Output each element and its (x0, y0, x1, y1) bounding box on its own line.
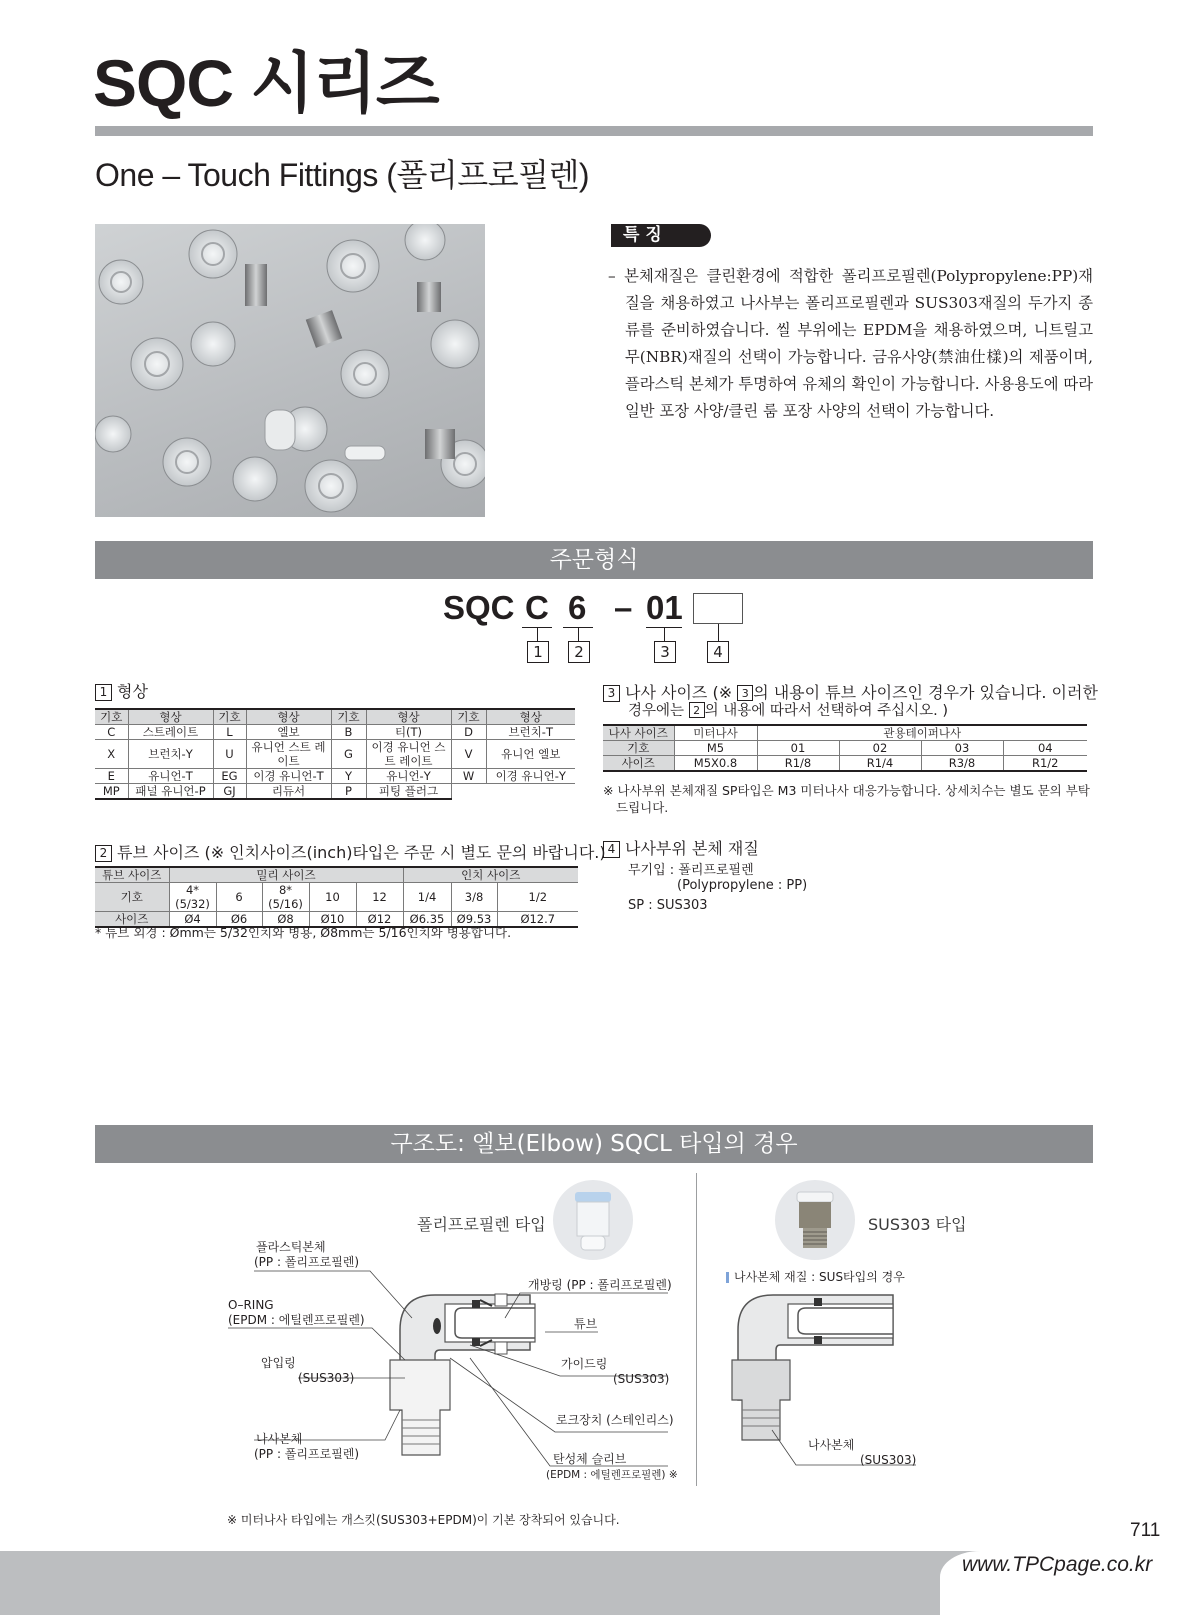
label-oring: O–RING (228, 1298, 274, 1312)
table-cell: 01 (757, 741, 839, 756)
code-dash: – (614, 589, 633, 626)
table-cell: 이경 유니언 스트 레이트 (366, 740, 451, 769)
ref-number: 2 (689, 702, 705, 718)
code-part-3: 01 (646, 589, 683, 626)
table-cell: 엘보 (246, 725, 331, 740)
table-cell: 6 (216, 883, 262, 912)
section-number: 2 (95, 845, 112, 862)
table-cell: 사이즈 (95, 912, 169, 928)
tube-note: * 튜브 외경 : Ømm는 5/32인치와 병용, Ø8mm는 5/16인치와 병용합니다. (95, 925, 512, 940)
label-press-ring: 압입링 (261, 1356, 296, 1370)
table-cell (486, 784, 575, 800)
label-thread-body: 나사본체 (256, 1432, 303, 1446)
label-sleeve-material: (EPDM : 에틸렌프로필렌) ※ (546, 1469, 678, 1481)
code-connector (578, 627, 579, 641)
table-cell: G (331, 740, 366, 769)
table-cell: 브런치-T (486, 725, 575, 740)
sus-subtitle-marker (726, 1272, 729, 1283)
table-cell: R1/2 (1003, 756, 1087, 772)
code-part-1: C (525, 589, 549, 626)
table-cell: 3/8 (451, 883, 497, 912)
table-row (95, 769, 575, 784)
features-text: – 본체재질은 클린환경에 적합한 폴리프로필렌(Polypropylene:PP)재질을 채용하였고 나사부는 폴리프로필렌과 SUS303재질의 두가지 종류를 준비하였습니다. 씰 부위에는 EPDM을 채용하였으며, 니트릴고무(NBR)재질의 선택이 가능합니다. 금유사양(禁油仕樣)의 제품이며, 플라스틱 본체가 투명하여 유체의 확인이 가능합니다. 사용용도에 따라 일반 포장 사양/클린 룸 포장 사양의 선택이 가능합니다. (608, 267, 1093, 420)
table-cell: Ø10 (309, 912, 356, 928)
label-press-ring-material: (SUS303) (298, 1371, 355, 1385)
table-cell: 티(T) (366, 725, 451, 740)
table-cell: V (451, 740, 486, 769)
table-cell: 12 (356, 883, 403, 912)
ref-number: 3 (737, 685, 753, 701)
table-row (603, 725, 1087, 741)
thread-heading2-b: 의 내용에 따라서 선택하여 주십시오. ) (704, 703, 949, 719)
table-cell: Ø8 (262, 912, 309, 928)
table-cell: 유니언-Y (366, 769, 451, 784)
code-connector (718, 624, 719, 641)
page-title: SQC 시리즈 (93, 46, 439, 120)
label-lock: 로크장치 (스테인리스) (556, 1413, 674, 1427)
label-sus-thread-body: 나사본체 (808, 1438, 855, 1452)
table-cell: 4*(5/32) (169, 883, 216, 912)
label-plastic-body: 플라스틱본체 (256, 1240, 326, 1254)
table-cell: E (95, 769, 128, 784)
table-cell: Ø12 (356, 912, 403, 928)
material-heading (603, 836, 759, 859)
table-cell: 튜브 사이즈 (95, 867, 169, 883)
table-cell: U (213, 740, 246, 769)
product-photo (95, 224, 485, 517)
label-release-ring: 개방링 (PP : 폴리프로필렌) (528, 1278, 672, 1292)
thread-heading-a: 나사 사이즈 (※ (625, 683, 738, 702)
table-cell: 02 (839, 741, 921, 756)
table-cell: 나사 사이즈 (603, 725, 674, 741)
material-line-1: 무기입 : 폴리프로필렌 (628, 863, 754, 878)
code-num-3: 3 (654, 641, 676, 663)
table-cell: 피팅 플러그 (366, 784, 451, 800)
table-cell: 인치 사이즈 (403, 867, 578, 883)
pp-type-title: 폴리프로필렌 타입 (417, 1215, 546, 1234)
section-number: 1 (95, 684, 112, 701)
table-row (95, 883, 578, 912)
table-cell: 1/2 (497, 883, 578, 912)
code-prefix: SQC (443, 589, 515, 626)
table-cell: GJ (213, 784, 246, 800)
thread-note: ※ 나사부위 본체재질 SP타입은 M3 미터나사 대응가능합니다. 상세치수는 별도 문의 부탁드립니다. (603, 783, 1090, 815)
material-line-2: (Polypropylene : PP) (677, 878, 808, 893)
table-cell: B (331, 725, 366, 740)
label-guide-ring-material: (SUS303) (613, 1372, 670, 1386)
material-heading-text: 나사부위 본체 재질 (625, 839, 759, 858)
table-cell: 리듀서 (246, 784, 331, 800)
table-row (95, 784, 575, 800)
table-cell: 패널 유니언-P (128, 784, 213, 800)
table-cell: 형상 (366, 709, 451, 725)
page-subtitle: One – Touch Fittings (폴리프로필렌) (95, 157, 590, 193)
code-part-2: 6 (568, 589, 587, 626)
table-cell: 미터나사 (674, 725, 757, 741)
table-cell: 기호 (95, 883, 169, 912)
table-cell: 형상 (128, 709, 213, 725)
table-cell: 1/4 (403, 883, 451, 912)
shape-table (95, 708, 575, 800)
structure-band: 구조도: 엘보(Elbow) SQCL 타입의 경우 (95, 1125, 1093, 1163)
table-cell: 관용테이퍼나사 (757, 725, 1087, 741)
code-part-4-box (693, 593, 743, 624)
sus-fitting-icon (775, 1180, 855, 1260)
table-row (95, 740, 575, 769)
table-row (603, 756, 1087, 772)
code-num-1: 1 (527, 641, 549, 663)
code-num-4: 4 (707, 641, 729, 663)
material-line-3: SP : SUS303 (628, 898, 708, 913)
section-number: 3 (603, 685, 620, 702)
table-cell: 기호 (213, 709, 246, 725)
table-cell: 기호 (95, 709, 128, 725)
thread-heading-b: 의 내용이 튜브 사이즈인 경우가 있습니다. 이러한 (753, 683, 1098, 702)
table-cell: L (213, 725, 246, 740)
table-cell: R1/8 (757, 756, 839, 772)
table-cell: R3/8 (921, 756, 1003, 772)
table-cell: R1/4 (839, 756, 921, 772)
thread-heading2-a: 경우에는 (628, 703, 689, 719)
title-divider (95, 126, 1093, 136)
table-cell: W (451, 769, 486, 784)
table-cell: Ø12.7 (497, 912, 578, 928)
shape-heading (95, 679, 148, 702)
table-cell: P (331, 784, 366, 800)
code-connector (664, 627, 665, 641)
table-cell: D (451, 725, 486, 740)
label-thread-body-material: (PP : 폴리프로필렌) (254, 1447, 360, 1461)
label-oring-material: (EPDM : 에틸렌프로필렌) (228, 1313, 365, 1327)
label-tube: 튜브 (574, 1317, 598, 1331)
table-cell: Ø6 (216, 912, 262, 928)
table-cell: Ø6.35 (403, 912, 451, 928)
table-cell: 04 (1003, 741, 1087, 756)
table-cell: X (95, 740, 128, 769)
table-cell: Ø4 (169, 912, 216, 928)
tube-heading-text: 튜브 사이즈 (※ 인치사이즈(inch)타입은 주문 시 별도 문의 바랍니다.) (117, 843, 606, 862)
table-cell: 기호 (603, 741, 674, 756)
thread-table (603, 724, 1087, 772)
tube-table (95, 866, 578, 928)
label-sus-thread-body-material: (SUS303) (860, 1453, 917, 1467)
sus-type-title: SUS303 타입 (868, 1215, 967, 1234)
table-row (95, 867, 578, 883)
footer-url[interactable]: www.TPCpage.co.kr (962, 1553, 1153, 1576)
table-cell: C (95, 725, 128, 740)
table-cell: M5X0.8 (674, 756, 757, 772)
table-cell: 유니언 스트 레이트 (246, 740, 331, 769)
code-connector (537, 627, 538, 641)
table-cell: Ø9.53 (451, 912, 497, 928)
page-number: 711 (1130, 1520, 1161, 1541)
table-cell: 형상 (246, 709, 331, 725)
table-cell: 8*(5/16) (262, 883, 309, 912)
table-row (95, 725, 575, 740)
table-cell: 스트레이트 (128, 725, 213, 740)
section-number: 4 (603, 841, 620, 858)
code-num-2: 2 (568, 641, 590, 663)
table-row (95, 709, 575, 725)
sus-subtitle: 나사본체 재질 : SUS타입의 경우 (734, 1270, 905, 1284)
features-badge: 특 징 (611, 224, 711, 247)
pp-fitting-icon (553, 1180, 633, 1260)
table-cell: 03 (921, 741, 1003, 756)
shape-heading-text: 형상 (117, 682, 148, 701)
sus-elbow-diagram (728, 1290, 908, 1450)
table-cell: 브런치-Y (128, 740, 213, 769)
table-cell: EG (213, 769, 246, 784)
table-cell: MP (95, 784, 128, 800)
label-guide-ring: 가이드링 (561, 1357, 608, 1371)
table-cell: 유니언 엘보 (486, 740, 575, 769)
label-plastic-body-material: (PP : 폴리프로필렌) (254, 1255, 360, 1269)
structure-footnote: ※ 미터나사 타입에는 개스킷(SUS303+EPDM)이 기본 장착되어 있습니다. (227, 1513, 620, 1527)
thread-heading-line2 (628, 699, 948, 720)
table-cell: 사이즈 (603, 756, 674, 772)
table-cell: 형상 (486, 709, 575, 725)
table-cell: 유니언-T (128, 769, 213, 784)
table-cell: 밀리 사이즈 (169, 867, 403, 883)
table-cell: Y (331, 769, 366, 784)
label-sleeve: 탄성체 슬리브 (553, 1452, 627, 1466)
table-cell: 10 (309, 883, 356, 912)
tube-heading (95, 840, 606, 863)
table-cell: 기호 (451, 709, 486, 725)
table-cell: 기호 (331, 709, 366, 725)
table-cell: 이경 유니언-T (246, 769, 331, 784)
table-cell: 이경 유니언-Y (486, 769, 575, 784)
order-format-band: 주문형식 (95, 541, 1093, 579)
table-row (603, 741, 1087, 756)
table-cell: M5 (674, 741, 757, 756)
table-cell (451, 784, 486, 800)
